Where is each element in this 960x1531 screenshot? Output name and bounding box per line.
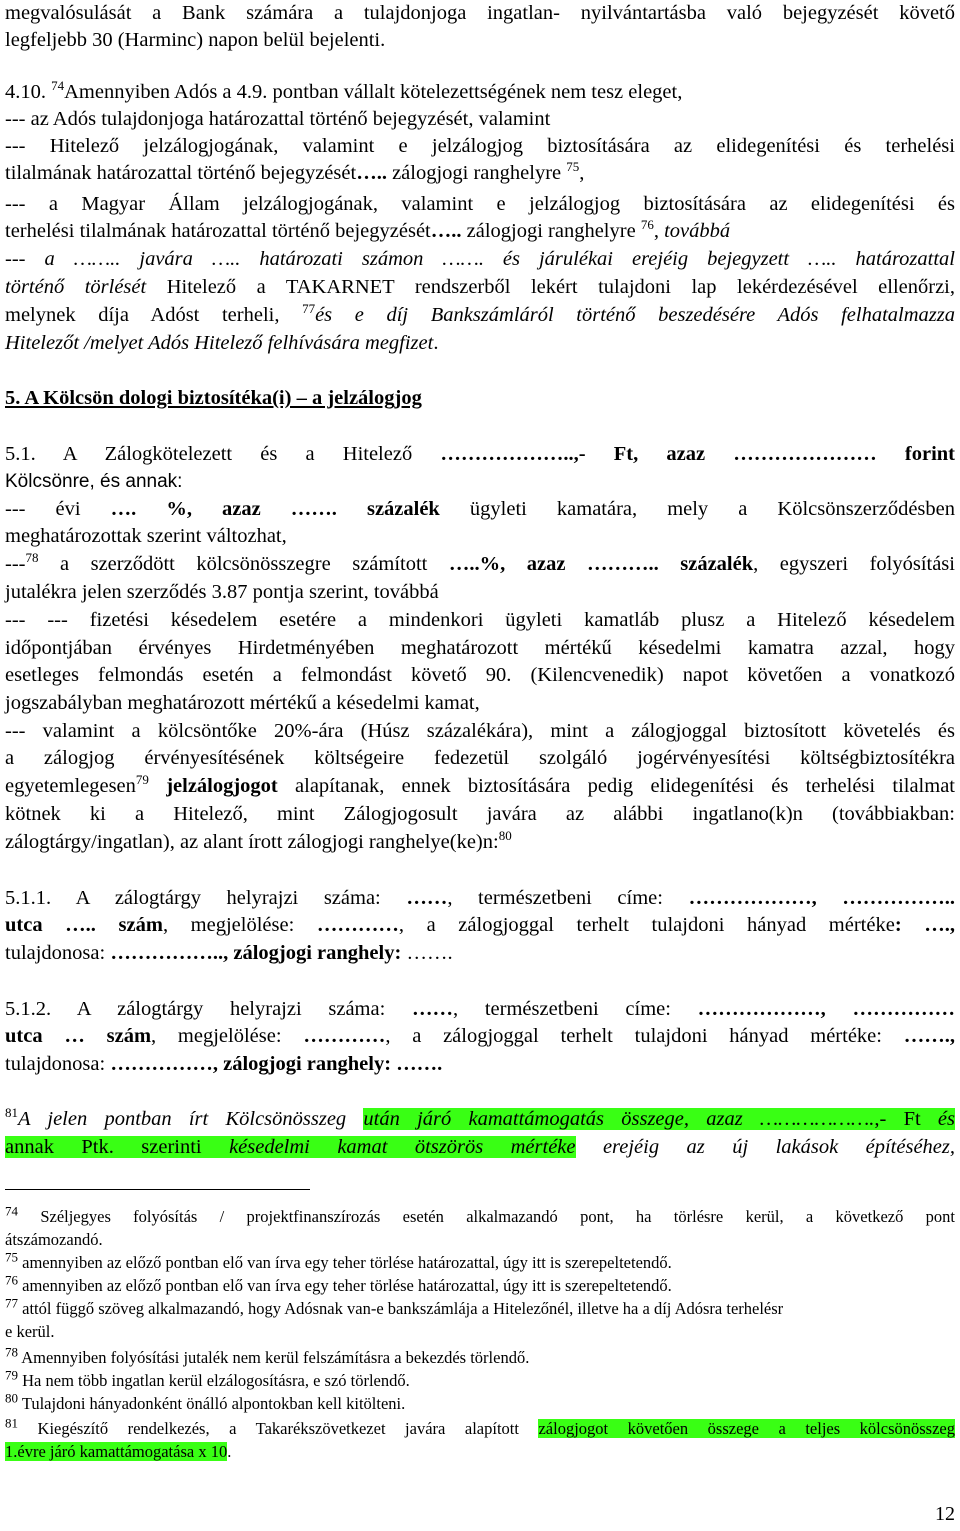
paragraph-line: tulajdonosa: ……………, zálogjogi ranghely: ……. — [5, 1053, 443, 1075]
highlighted-paragraph-line: annak Ptk. szerinti késedelmi kamat ötszörös mértéke erejéig az új lakások építéséhez, — [5, 1136, 955, 1158]
paragraph-line: zálogtárgy/ingatlan), az alant írott zálogjogi ranghelye(ke)n:$^{80}$ — [5, 828, 512, 853]
paragraph-line: tilalmának határozattal történő bejegyzését….. zálogjogi ranghelyre $^{75}$, — [5, 159, 585, 184]
footnote-77: $^{77}$ attól függő szöveg alkalmazandó, hogy Adósnak van-e bankszámlája a Hitelezőnél, illetve ha a díj Adósra terhelésr — [5, 1295, 784, 1318]
highlight: késedelmi kamat ötszörös mértéke — [229, 1136, 576, 1158]
paragraph-line: tulajdonosa: …………….., zálogjogi ranghely: ……. — [5, 942, 453, 964]
footnote-ref: 79 — [135, 772, 149, 788]
footnote-74: $^{74}$ Széljegyes folyósítás / projektfinanszírozás esetén alkalmazandó pont, ha törlésre kerül, a következő pont — [5, 1203, 955, 1226]
highlight: után járó kamattámogatás összege, azaz ………………. — [363, 1108, 875, 1130]
paragraph-line: meghatározottak szerint változhat, — [5, 525, 287, 547]
footnote-ref: 78 — [25, 550, 39, 566]
footnote-81: $^{81}$ Kiegészítő rendelkezés, a Takarékszövetkezet javára alapított zálogjogot követően összege a teljes kölcsönösszeg — [5, 1415, 955, 1438]
paragraph-line: 5.1.2. A zálogtárgy helyrajzi száma: ……, természetbeni címe: ………………, …………… — [5, 998, 955, 1020]
paragraph-line: --- --- fizetési késedelem esetére a mindenkori ügyleti kamatláb plusz a Hitelező késedelem — [5, 609, 955, 631]
paragraph-line: esetleges felmondás esetén a felmondást követő 90. (Kilencvenedik) napot követően a vonatkozó — [5, 664, 955, 686]
footnote-ref: 81 — [5, 1105, 18, 1121]
paragraph-line: ---$^{78}$ a szerződött kölcsönösszegre számított …..%, azaz ……….. százalék, egyszeri folyósítási — [5, 550, 955, 575]
paragraph-line: --- a …….. javára ….. határozati számon ……. és járulékai erejéig bejegyzett ….. határozattal — [5, 248, 955, 270]
highlight: zálogjogot követően összege a teljes kölcsönösszeg — [538, 1419, 955, 1438]
paragraph-line: terhelési tilalmának határozattal történő bejegyzését….. zálogjogi ranghelyre $^{76}$, továbbá — [5, 217, 731, 242]
footnote-separator — [5, 1189, 310, 1190]
paragraph-line: --- évi …. %, azaz ……. százalék ügyleti kamatára, mely a Kölcsönszerződésben — [5, 498, 956, 520]
paragraph-line: --- a Magyar Állam jelzálogjogának, valamint e jelzálogjog biztosítására az elidegenítési és — [5, 193, 955, 215]
footnote-77-cont: e kerül. — [5, 1322, 55, 1341]
paragraph-line: jogszabályban meghatározott mértékű a késedelmi kamat, — [5, 692, 480, 714]
paragraph-line: a zálogjog érvényesítésének költségeire fedezetül szolgáló jogérvényesítési költségbiztosítékra — [5, 747, 955, 769]
footnote-80: $^{80}$ Tulajdoni hányadonként önálló alpontokban kell kitölteni. — [5, 1390, 406, 1413]
footnote-ref: 74 — [51, 78, 65, 94]
highlight: ,- Ft — [874, 1108, 921, 1130]
footnote-79: $^{79}$ Ha nem több ingatlan kerül elzálogosításra, e szó törlendő. — [5, 1367, 410, 1390]
paragraph-line: megvalósulását a Bank számára a tulajdonjoga ingatlan- nyilvántartásba való bejegyzését követő — [5, 2, 955, 24]
highlight: annak Ptk. szerinti — [5, 1136, 230, 1158]
footnote-78: $^{78}$ Amennyiben folyósítási jutalék nem kerül felszámításra a bekezdés törlendő. — [5, 1344, 530, 1367]
paragraph-line: --- Hitelező jelzálogjogának, valamint e jelzálogjog biztosítására az elidegenítési és terhelési — [5, 135, 955, 157]
paragraph-line: utca … szám, megjelölése: …………, a zálogjoggal terhelt tulajdoni hányad mértéke: ……., — [5, 1025, 955, 1047]
paragraph-line: kötnek ki a Hitelező, mint Zálogjogosult javára az alábbi ingatlano(k)n (továbbiakban: — [5, 803, 955, 825]
paragraph-line: jutalékra jelen szerződés 3.87 pontja szerint, továbbá — [5, 581, 439, 603]
footnote-75: $^{75}$ amennyiben az előző pontban elő van írva egy teher törlése határozattal, úgy itt is szerepeltetendő. — [5, 1249, 672, 1272]
footnote-76: $^{76}$ amennyiben az előző pontban elő van írva egy teher törlése határozattal, úgy itt is szerepeltetendő. — [5, 1272, 672, 1295]
highlighted-paragraph-line: $^{81}$A jelen pontban írt Kölcsönösszeg után járó kamattámogatás összege, azaz ……………….,- Ft és — [5, 1105, 955, 1130]
paragraph-line: legfeljebb 30 (Harminc) napon belül bejelenti. — [5, 29, 386, 51]
page-number: 12 — [935, 1503, 955, 1525]
paragraph-line: történő törlését Hitelező a TAKARNET rendszerből lekért tulajdoni lap lekérdezésével ellenőrzi, — [5, 276, 955, 298]
paragraph-line: 5.1. A Zálogkötelezett és a Hitelező ………………..,- Ft, azaz ………………… forint — [5, 443, 955, 465]
paragraph-line: Kölcsönre, és annak: — [5, 471, 183, 492]
footnote-ref: 77 — [302, 301, 316, 317]
paragraph-line: --- az Adós tulajdonjoga határozattal történő bejegyzését, valamint — [5, 108, 551, 130]
paragraph-line: melynek díja Adóst terheli, $^{77}$és e díj Bankszámláról történő beszedésére Adós felhatalmazza — [5, 301, 955, 326]
footnote-ref: 80 — [498, 828, 512, 844]
section-4-10-line: 4.10. $^{74}$Amennyiben Adós a 4.9. pontban vállalt kötelezettségének nem tesz eleget, — [5, 78, 683, 103]
paragraph-line: Hitelezőt /melyet Adós Hitelező felhívására megfizet. — [5, 332, 439, 354]
paragraph-line: időpontjában érvényes Hirdetményében meghatározott mértékű késedelmi kamatra azzal, hogy — [5, 637, 955, 659]
paragraph-line: utca ….. szám, megjelölése: …………, a zálogjoggal terhelt tulajdoni hányad mértéke: …., — [5, 914, 955, 936]
footnote-ref: 76 — [640, 217, 654, 233]
highlight: 1.évre járó kamattámogatása x 10 — [5, 1442, 228, 1461]
footnote-81-cont: 1.évre járó kamattámogatása x 10. — [5, 1442, 232, 1461]
highlight: és — [920, 1108, 955, 1130]
footnote-ref: 75 — [566, 159, 580, 175]
footnote-74-cont: átszámozandó. — [5, 1230, 103, 1249]
section-heading: 5. A Kölcsön dologi biztosítéka(i) – a jelzálogjog — [5, 387, 422, 409]
paragraph-line: 5.1.1. A zálogtárgy helyrajzi száma: ……, természetbeni címe: ………………, …………….. — [5, 887, 956, 909]
section-number: 4.10. — [5, 81, 46, 103]
paragraph-line: --- valamint a kölcsöntőke 20%-ára (Húsz százalékára), mint a zálogjoggal biztosított követelés és — [5, 720, 955, 742]
paragraph-line: egyetemlegesen$^{79}$ jelzálogjogot alapítanak, ennek biztosítására pedig elidegenítési és terhelési tilalmat — [5, 772, 955, 797]
